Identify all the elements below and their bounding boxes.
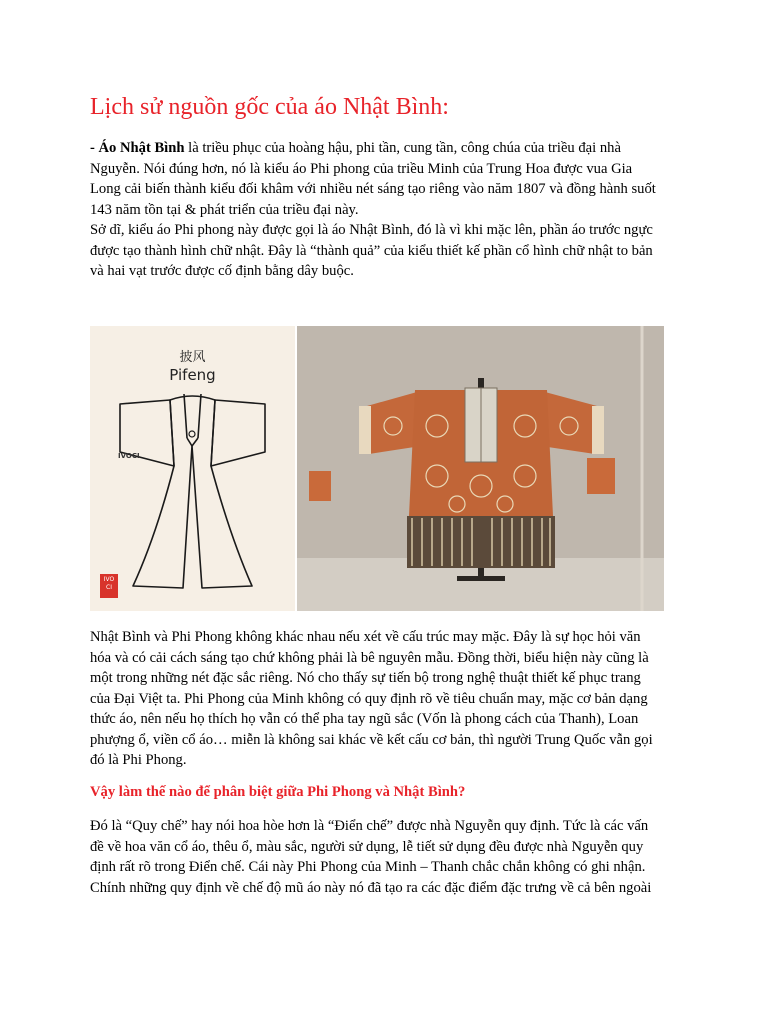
section-question-heading: Vậy làm thế nào để phân biệt giữa Phi Phong và Nhật Bình? [90,784,466,800]
comparison-line: một trong những nét đặc sắc riêng. Nó cho thấy sự tiến bộ trong nghệ thuật thiết kế phục trang [90,670,641,686]
comparison-line: đó là Phi Phong. [90,752,187,768]
comparison-line: của Đại Việt ta. Phi Phong của Minh không có quy định rõ về tiêu chuẩn may, mặc cơ bản dạng [90,690,648,707]
brand-mark: IVOCI [118,452,140,460]
nhat-binh-robe-photo [297,326,664,611]
comparison-paragraph [90,627,686,771]
pifeng-garment-outline [90,326,295,611]
pifeng-chinese-label: 披风 [179,350,206,365]
robe-illustration [297,326,664,611]
pifeng-pinyin-label: Pifeng [169,366,216,384]
intro-line: được tạo thành hình chữ nhật. Đây là “thành quả” của kiểu thiết kế phần cổ hình chữ nhật to bản [90,242,653,259]
intro-line: và hai vạt trước được cố định bằng dây buộc. [90,263,354,279]
comparison-line: phượng ổ, viền cổ áo… miễn là không sai khác về kết cấu cơ bản, thì người Trung Quốc vẫn gọi [90,731,653,748]
comparison-line: Nhật Bình và Phi Phong không khác nhau nếu xét về cấu trúc may mặc. Đây là sự học hỏi văn [90,629,641,645]
intro-line: Sở dĩ, kiểu áo Phi phong này được gọi là áo Nhật Bình, đó là vì khi mặc lên, phần áo trước ngực [90,222,653,238]
pifeng-drawing-image [90,326,295,611]
page-title: Lịch sử nguồn gốc của áo Nhật Bình: [90,94,449,120]
comparison-line: hóa và có cải cách sáng tạo chứ không phải là bê nguyên mẫu. Đồng thời, biểu hiện này cũng là [90,649,649,666]
intro-line: 143 năm tồn tại & phát triển của triều đại này. [90,201,359,218]
answer-line: định rất rõ trong Điển chế. Cái này Phi Phong của Minh – Thanh chắc chắn không có ghi nhận. [90,859,646,875]
comparison-line: thức áo, nên nếu họ thích họ vẫn có thể pha tay ngũ sắc (Vốn là phong cách của Thanh), Loan [90,711,639,727]
answer-paragraph [90,816,686,898]
intro-line: là triều phục của hoàng hậu, phi tần, cung tần, công chúa của triều đại nhà [188,140,621,156]
intro-line: Long cải biến thành kiểu đối khâm với nhiều nét sáng tạo riêng vào năm 1807 và đồng hành suốt [90,181,656,197]
answer-line: Chính những quy định về chế độ mũ áo này nó đã tạo ra các đặc điểm đặc trưng về cả bên ngoài [90,879,652,896]
intro-paragraph [90,138,686,282]
red-seal-stamp: IVO CI [100,574,118,598]
intro-line: Nguyễn. Nói đúng hơn, nó là kiểu áo Phi phong của triều Minh của Trung Hoa được vua Gia [90,160,633,177]
intro-lead: - Áo Nhật Bình [90,140,185,156]
answer-line: đề về hoa văn cổ áo, thêu ổ, màu sắc, người sử dụng, lễ tiết sử dụng đều được nhà Nguyễn quy [90,838,644,855]
answer-line: Đó là “Quy chế” hay nói hoa hòe hơn là “Điển chế” được nhà Nguyễn quy định. Tức là các vấn [90,818,649,834]
